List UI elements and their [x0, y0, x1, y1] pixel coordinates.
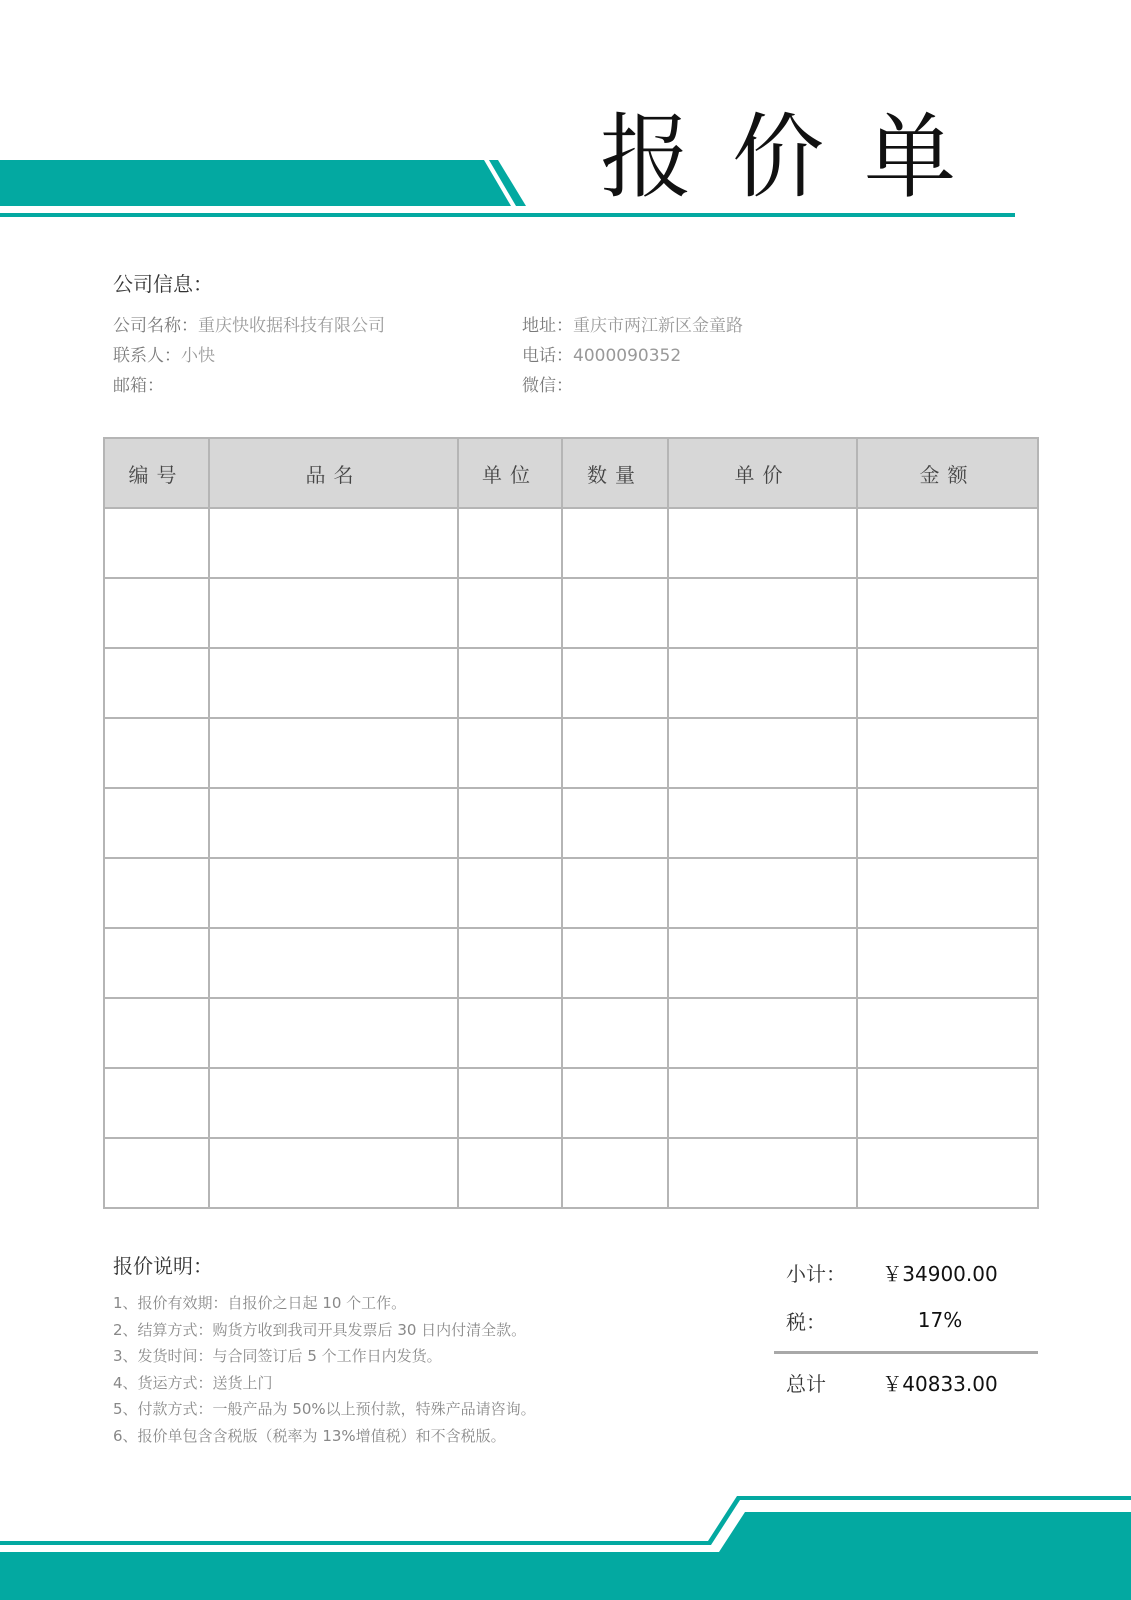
tax-row — [774, 1296, 1038, 1344]
company-name-label: 公司名称： — [113, 316, 198, 336]
table-row — [104, 788, 1038, 858]
table-cell[interactable] — [209, 858, 458, 928]
company-info-heading: 公司信息： — [113, 272, 213, 296]
note-item: 6、报价单包含含税版（税率为 13%增值税）和不含税版。 — [113, 1426, 506, 1445]
tax-label: 税： — [786, 1309, 826, 1334]
contact-label: 联系人： — [113, 346, 181, 366]
table-cell[interactable] — [562, 858, 668, 928]
tax-value: 17% — [917, 1308, 963, 1332]
column-header-unit: 单位 — [458, 438, 562, 508]
phone-field — [522, 341, 743, 371]
table-cell[interactable] — [857, 928, 1038, 998]
title-char: 价 — [732, 104, 825, 211]
table-cell[interactable] — [857, 858, 1038, 928]
company-name-value: 重庆快收据科技有限公司 — [198, 316, 385, 336]
column-header-unit-price: 单价 — [668, 438, 857, 508]
table-cell[interactable] — [458, 508, 562, 578]
contact-value: 小快 — [181, 346, 215, 366]
table-row — [104, 858, 1038, 928]
title-char: 报 — [600, 104, 693, 211]
contact-field — [113, 341, 385, 371]
company-name-field — [113, 311, 385, 341]
table-cell[interactable] — [458, 858, 562, 928]
table-cell[interactable] — [562, 508, 668, 578]
table-row — [104, 578, 1038, 648]
table-cell[interactable] — [209, 1138, 458, 1208]
table-cell[interactable] — [458, 788, 562, 858]
note-item: 3、发货时间：与合同签订后 5 个工作日内发货。 — [113, 1347, 442, 1365]
table-row — [104, 1138, 1038, 1208]
table-cell[interactable] — [458, 718, 562, 788]
footer-band — [0, 1512, 1131, 1600]
company-info-left — [113, 311, 385, 401]
table-cell[interactable] — [562, 928, 668, 998]
table-cell[interactable] — [209, 578, 458, 648]
table-row — [104, 508, 1038, 578]
table-cell[interactable] — [562, 788, 668, 858]
email-label: 邮箱： — [113, 376, 164, 396]
footer-rule — [0, 1496, 1131, 1545]
table-cell[interactable] — [857, 508, 1038, 578]
table-cell[interactable] — [458, 578, 562, 648]
column-header-quantity: 数量 — [562, 438, 668, 508]
table-cell[interactable] — [668, 1068, 857, 1138]
note-item: 2、结算方式：购货方收到我司开具发票后 30 日内付清全款。 — [113, 1320, 527, 1339]
table-cell[interactable] — [668, 858, 857, 928]
table-row — [104, 928, 1038, 998]
title-char: 单 — [864, 104, 957, 211]
table-cell[interactable] — [668, 788, 857, 858]
table-cell[interactable] — [104, 858, 209, 928]
note-item: 1、报价有效期：自报价之日起 10 个工作。 — [113, 1294, 407, 1312]
table-cell[interactable] — [458, 1068, 562, 1138]
table-cell[interactable] — [104, 508, 209, 578]
quote-table — [103, 437, 1039, 1209]
table-row — [104, 718, 1038, 788]
subtotal-row — [774, 1248, 1038, 1296]
table-cell[interactable] — [562, 578, 668, 648]
company-info-right — [522, 311, 743, 401]
table-cell[interactable] — [458, 648, 562, 718]
table-cell[interactable] — [857, 998, 1038, 1068]
notes-heading: 报价说明： — [113, 1254, 213, 1278]
table-cell[interactable] — [104, 1138, 209, 1208]
table-cell[interactable] — [668, 718, 857, 788]
table-cell[interactable] — [104, 1068, 209, 1138]
header-band-stripe — [489, 160, 526, 206]
table-cell[interactable] — [562, 648, 668, 718]
address-field — [522, 311, 743, 341]
column-header-product: 品名 — [209, 438, 458, 508]
note-item: 5、付款方式：一般产品为 50%以上预付款，特殊产品请咨询。 — [113, 1400, 536, 1418]
subtotal-value: ￥34900.00 — [882, 1261, 998, 1286]
address-value: 重庆市两江新区金童路 — [573, 316, 743, 336]
table-cell[interactable] — [668, 508, 857, 578]
table-cell[interactable] — [857, 718, 1038, 788]
wechat-label: 微信： — [522, 376, 573, 396]
total-label: 总计 — [786, 1371, 826, 1396]
table-cell[interactable] — [562, 718, 668, 788]
totals-divider — [774, 1351, 1038, 1354]
table-cell[interactable] — [668, 928, 857, 998]
column-header-amount: 金额 — [857, 438, 1038, 508]
table-cell[interactable] — [857, 788, 1038, 858]
table-cell[interactable] — [562, 998, 668, 1068]
table-cell[interactable] — [562, 1138, 668, 1208]
table-row — [104, 648, 1038, 718]
table-cell[interactable] — [458, 1138, 562, 1208]
subtotal-label: 小计： — [786, 1261, 846, 1286]
table-cell[interactable] — [209, 998, 458, 1068]
table-cell[interactable] — [857, 648, 1038, 718]
table-cell[interactable] — [209, 1068, 458, 1138]
table-row — [104, 1068, 1038, 1138]
column-header-id: 编号 — [104, 438, 209, 508]
notes-list — [113, 1290, 536, 1449]
table-header-row — [104, 438, 1038, 508]
table-cell[interactable] — [857, 578, 1038, 648]
table-cell[interactable] — [458, 928, 562, 998]
email-field — [113, 371, 385, 401]
table-row — [104, 998, 1038, 1068]
total-value: ￥40833.00 — [882, 1371, 998, 1396]
header-band — [0, 160, 511, 206]
table-cell[interactable] — [857, 1138, 1038, 1208]
totals-box — [774, 1248, 1038, 1406]
table-cell[interactable] — [104, 578, 209, 648]
table-cell[interactable] — [857, 1068, 1038, 1138]
table-cell[interactable] — [104, 998, 209, 1068]
table-cell[interactable] — [104, 718, 209, 788]
table-cell[interactable] — [104, 788, 209, 858]
table-cell[interactable] — [668, 1138, 857, 1208]
wechat-field — [522, 371, 743, 401]
header-rule — [0, 213, 1015, 217]
table-cell[interactable] — [458, 998, 562, 1068]
address-label: 地址： — [522, 316, 573, 336]
note-item: 4、货运方式：送货上门 — [113, 1373, 273, 1392]
table-cell[interactable] — [668, 648, 857, 718]
table-cell[interactable] — [104, 928, 209, 998]
phone-label: 电话： — [522, 346, 573, 366]
table-cell[interactable] — [209, 648, 458, 718]
table-cell[interactable] — [668, 578, 857, 648]
total-row — [774, 1358, 1038, 1406]
table-cell[interactable] — [209, 718, 458, 788]
table-cell[interactable] — [209, 928, 458, 998]
table-cell[interactable] — [209, 508, 458, 578]
page-title — [600, 104, 960, 211]
table-cell[interactable] — [562, 1068, 668, 1138]
table-cell[interactable] — [668, 998, 857, 1068]
table-cell[interactable] — [209, 788, 458, 858]
table-cell[interactable] — [104, 648, 209, 718]
phone-value: 4000090352 — [573, 346, 682, 366]
